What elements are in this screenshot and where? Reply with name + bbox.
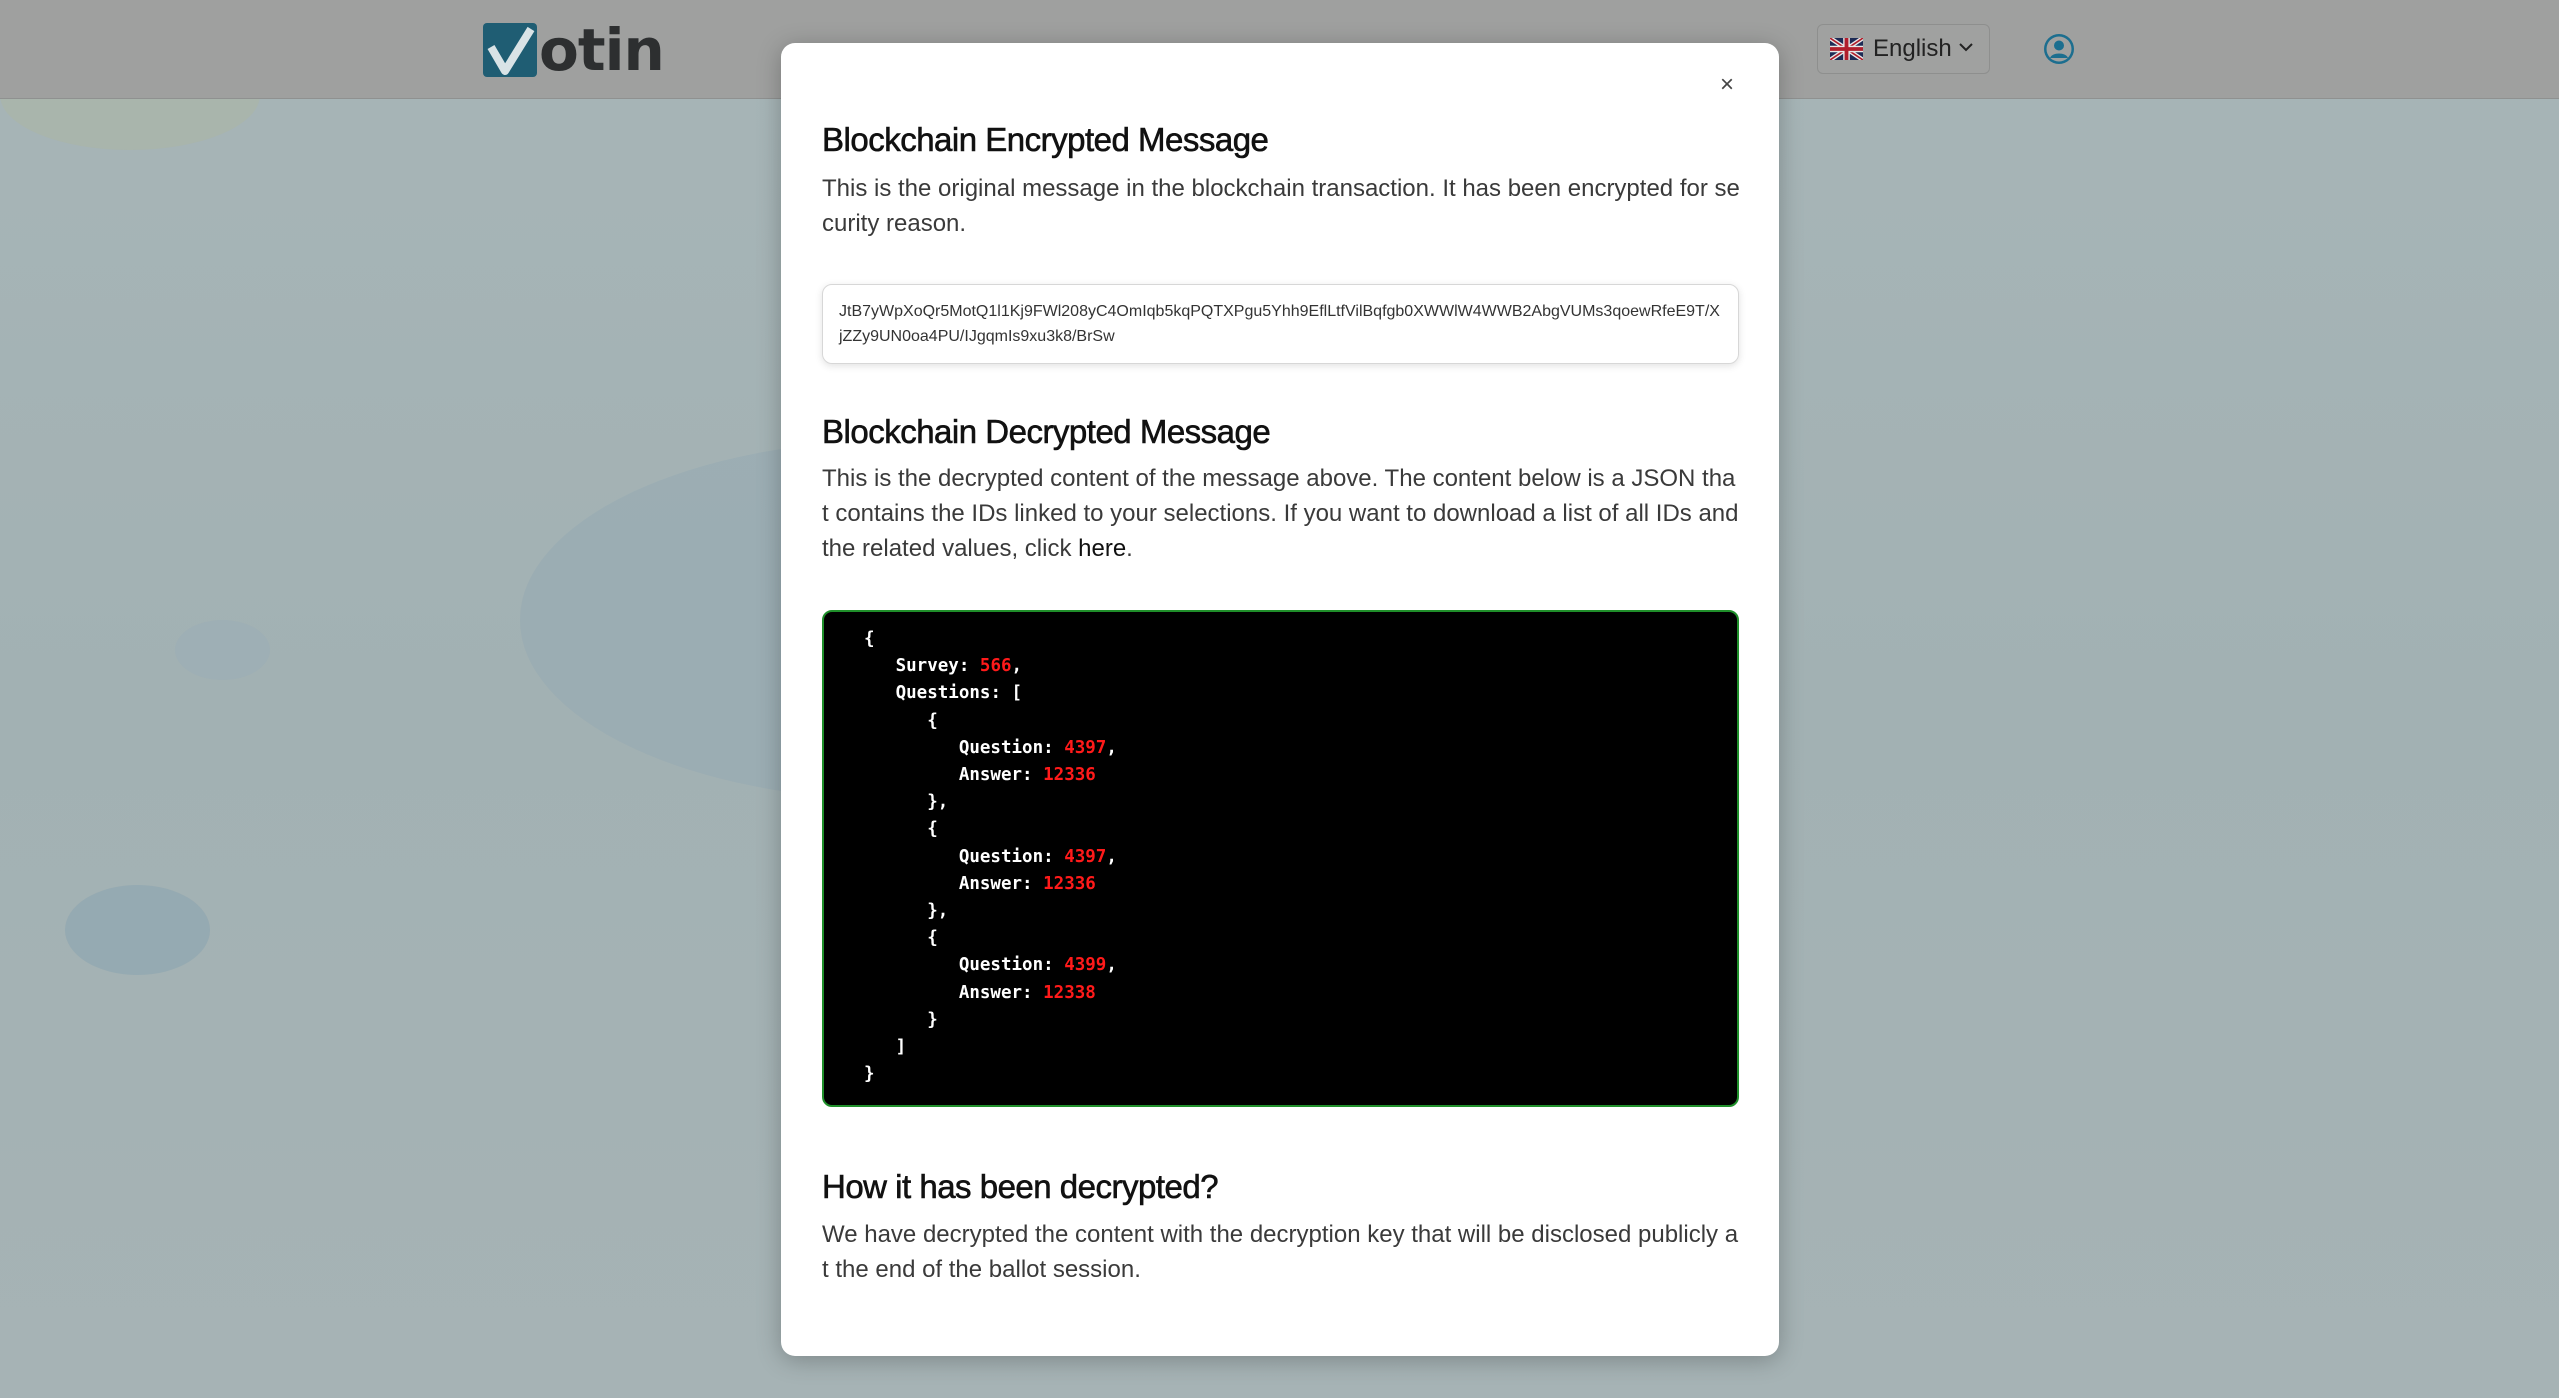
language-label: English (1873, 35, 1952, 62)
json-line: Answer: 12336 (958, 873, 1096, 894)
json-value: 12336 (1043, 765, 1096, 786)
json-line: { (864, 710, 938, 731)
description-text: This is the decrypted content of the message above. The content below is a JSON that contains the IDs linked to your selections. If you want to download a list of all IDs and the related values, click (822, 465, 1739, 562)
encrypted-message-description: This is the original message in the blockchain transaction. It has been encrypted for security reason. (822, 175, 1740, 237)
how-decrypted-title: How it has been decrypted? (822, 1168, 1219, 1205)
ciphertext-box[interactable]: JtB7yWpXoQr5MotQ1l1Kj9FWl208yC4OmIqb5kqPQTXPgu5Yhh9EflLtfVilBqfgb0XWWlW4WWB2AbgVUMs3qoewRfeE9T/XjZZy9UN0oa4PU/IJgqmIs9xu3k8/BrSw (822, 284, 1739, 364)
language-selector[interactable] (1817, 24, 1990, 74)
uk-flag-icon (1830, 38, 1863, 60)
background-shape (175, 620, 270, 680)
blockchain-message-modal (781, 43, 1779, 1356)
json-value: 4397 (1064, 846, 1107, 867)
json-key: Questions (895, 683, 991, 704)
json-line: }, (864, 792, 949, 813)
checkmark-logo-icon (483, 23, 537, 77)
json-line: Answer: 12338 (958, 982, 1096, 1003)
json-line: { (864, 629, 875, 649)
json-key: Answer (958, 765, 1023, 786)
json-line: } (864, 1009, 938, 1030)
json-value: 4399 (1064, 955, 1107, 976)
decrypted-message-title: Blockchain Decrypted Message (822, 413, 1271, 450)
json-value: 12336 (1043, 873, 1096, 894)
json-key: Survey (895, 656, 959, 677)
decrypted-json-block (822, 610, 1739, 1107)
json-line: } (864, 1064, 875, 1085)
description-text-end: . (1126, 535, 1133, 562)
json-line: Question: 4397, (958, 737, 1117, 758)
logo[interactable] (483, 16, 664, 84)
json-key: Answer (958, 982, 1023, 1003)
json-line: Survey: 566, (895, 656, 1023, 677)
json-value: 566 (979, 656, 1012, 677)
json-line: Questions: [ (895, 683, 1023, 704)
encrypted-message-title: Blockchain Encrypted Message (822, 121, 1269, 158)
json-value: 4397 (1064, 737, 1107, 758)
decrypted-message-description (822, 461, 1742, 566)
json-line: }, (864, 901, 949, 922)
close-button[interactable]: × (1719, 71, 1734, 98)
json-key: Question (958, 846, 1044, 867)
download-ids-link[interactable]: here (1078, 535, 1127, 562)
how-decrypted-description: We have decrypted the content with the decryption key that will be disclosed publicly at the end of the ballot session. (822, 1221, 1739, 1283)
json-line: { (864, 819, 938, 840)
chevron-down-icon (1958, 40, 1974, 58)
json-key: Question (958, 955, 1044, 976)
json-value: 12338 (1043, 982, 1096, 1003)
json-line: ] (864, 1037, 907, 1058)
background-shape (65, 885, 210, 975)
json-line: Question: 4399, (958, 955, 1117, 976)
json-key: Answer (958, 873, 1023, 894)
json-line: Answer: 12336 (958, 765, 1096, 786)
json-key: Question (958, 737, 1044, 758)
user-account-icon[interactable] (2043, 33, 2075, 65)
json-line: Question: 4397, (958, 846, 1117, 867)
logo-text: otin (539, 16, 664, 84)
json-line: { (864, 928, 938, 949)
